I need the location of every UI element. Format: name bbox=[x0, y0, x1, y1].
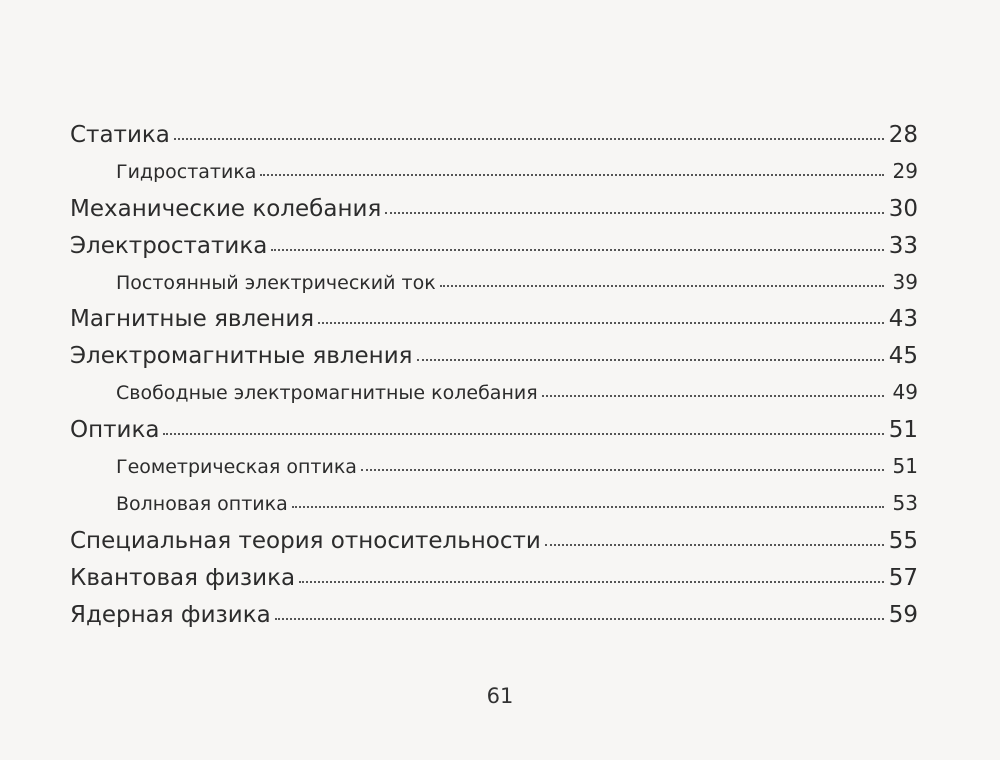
toc-entry-page: 33 bbox=[888, 232, 918, 259]
toc-entry-page: 30 bbox=[888, 195, 918, 222]
toc-entry-statika[interactable] bbox=[70, 122, 918, 159]
toc-entry-title: Оптика bbox=[70, 417, 160, 444]
toc-entry-title: Свободные электромагнитные колебания bbox=[116, 382, 538, 405]
dot-leader bbox=[275, 618, 884, 620]
toc-entry-page: 51 bbox=[892, 454, 918, 479]
toc-entry-page: 45 bbox=[888, 343, 918, 370]
toc-entry-page: 39 bbox=[892, 269, 918, 294]
toc-entry-page: 53 bbox=[892, 490, 918, 515]
toc-entry-wave-optics[interactable] bbox=[70, 491, 918, 528]
toc-entry-direct-current[interactable] bbox=[70, 270, 918, 307]
toc-entry-page: 28 bbox=[888, 122, 918, 148]
toc-entry-special-relativity[interactable] bbox=[70, 528, 918, 565]
toc-entry-title: Статика bbox=[70, 122, 170, 148]
dot-leader bbox=[292, 506, 884, 508]
toc-entry-title: Гидростатика bbox=[116, 160, 257, 183]
dot-leader bbox=[299, 581, 884, 583]
toc-entry-title: Специальная теория относительности bbox=[70, 527, 541, 554]
toc-entry-page: 29 bbox=[892, 158, 918, 183]
toc-entry-title: Магнитные явления bbox=[70, 306, 315, 333]
toc-entry-page: 59 bbox=[888, 601, 918, 628]
toc-entry-gidrostatika[interactable] bbox=[70, 159, 918, 196]
dot-leader bbox=[163, 433, 884, 435]
table-of-contents bbox=[70, 122, 918, 638]
dot-leader bbox=[385, 212, 884, 214]
toc-entry-page: 49 bbox=[892, 380, 918, 405]
toc-entry-geometric-optics[interactable] bbox=[70, 454, 918, 491]
dot-leader bbox=[542, 395, 884, 397]
dot-leader bbox=[440, 285, 884, 287]
toc-entry-title: Волновая оптика bbox=[116, 492, 288, 515]
toc-entry-page: 51 bbox=[888, 417, 918, 444]
toc-entry-title: Электростатика bbox=[70, 232, 268, 259]
toc-entry-page: 57 bbox=[888, 564, 918, 591]
dot-leader bbox=[271, 249, 884, 251]
dot-leader bbox=[545, 544, 884, 546]
page-number: 61 bbox=[486, 684, 514, 708]
toc-entry-nuclear-physics[interactable] bbox=[70, 602, 918, 639]
toc-entry-page: 55 bbox=[888, 527, 918, 554]
toc-entry-title: Геометрическая оптика bbox=[116, 456, 357, 479]
toc-entry-free-em-oscillations[interactable] bbox=[70, 380, 918, 417]
toc-entry-page: 43 bbox=[888, 306, 918, 333]
dot-leader bbox=[318, 322, 884, 324]
toc-entry-title: Ядерная физика bbox=[70, 601, 271, 628]
toc-entry-title: Электромагнитные явления bbox=[70, 343, 413, 370]
toc-entry-quantum-physics[interactable] bbox=[70, 565, 918, 602]
dot-leader bbox=[417, 359, 884, 361]
toc-entry-title: Механические колебания bbox=[70, 195, 382, 222]
toc-entry-title: Квантовая физика bbox=[70, 564, 296, 591]
toc-entry-electrostatics[interactable] bbox=[70, 233, 918, 270]
dot-leader bbox=[174, 138, 884, 140]
toc-entry-mechanical-oscillations[interactable] bbox=[70, 196, 918, 233]
toc-entry-optics[interactable] bbox=[70, 417, 918, 454]
dot-leader bbox=[260, 174, 884, 176]
toc-entry-magnetic-phenomena[interactable] bbox=[70, 306, 918, 343]
dot-leader bbox=[361, 469, 884, 471]
toc-entry-electromagnetic-phenomena[interactable] bbox=[70, 343, 918, 380]
toc-entry-title: Постоянный электрический ток bbox=[116, 271, 436, 294]
